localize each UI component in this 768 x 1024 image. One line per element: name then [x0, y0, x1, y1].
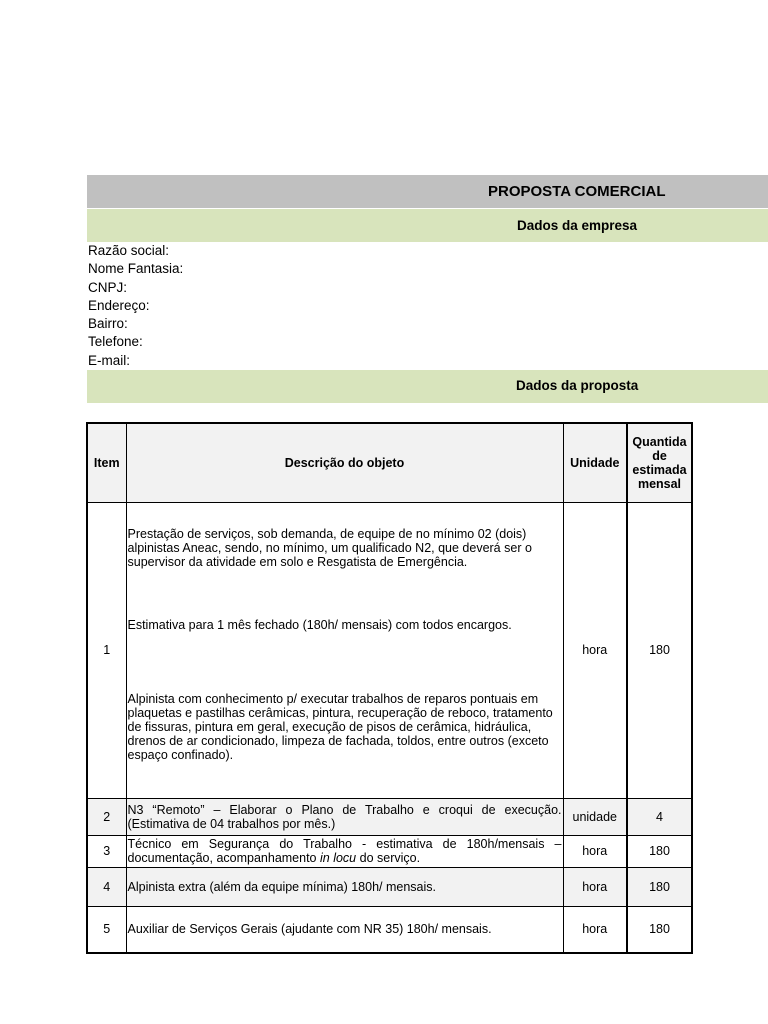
field-razao-social: Razão social:	[88, 243, 170, 258]
header-unidade: Unidade	[563, 423, 627, 502]
table-row	[87, 798, 692, 835]
section-title-empresa: Dados da empresa	[517, 218, 638, 233]
cell-descricao	[126, 835, 563, 867]
cell-quantidade: 180	[627, 502, 692, 798]
section-header-proposta	[87, 370, 768, 403]
table-row	[87, 502, 692, 798]
table-header-row	[87, 423, 692, 502]
table-row	[87, 867, 692, 906]
cell-unidade: hora	[563, 906, 627, 953]
cell-item: 2	[87, 798, 126, 835]
cell-item: 3	[87, 835, 126, 867]
cell-item: 1	[87, 502, 126, 798]
header-item: Item	[87, 423, 126, 502]
cell-unidade: hora	[563, 502, 627, 798]
cell-descricao: N3 “Remoto” – Elaborar o Plano de Trabalho e croqui de execução. (Estimativa de 04 trabalhos por mês.)	[126, 798, 563, 835]
desc-text: do serviço.	[356, 851, 421, 865]
header-descricao: Descrição do objeto	[126, 423, 563, 502]
cell-item: 4	[87, 867, 126, 906]
title-band	[87, 175, 768, 208]
cell-descricao: Auxiliar de Serviços Gerais (ajudante com NR 35) 180h/ mensais.	[126, 906, 563, 953]
field-telefone: Telefone:	[88, 334, 143, 350]
field-email: E-mail:	[88, 352, 131, 368]
desc-paragraph: Estimativa para 1 mês fechado (180h/ mensais) com todos encargos.	[127, 617, 512, 632]
section-header-empresa	[87, 209, 768, 242]
company-fields	[88, 242, 183, 370]
proposal-table	[86, 422, 693, 954]
field-cnpj: CNPJ:	[88, 279, 128, 295]
page-title: PROPOSTA COMERCIAL	[488, 183, 666, 200]
cell-quantidade: 180	[627, 835, 692, 867]
cell-descricao	[126, 502, 563, 798]
cell-item: 5	[87, 906, 126, 953]
desc-text: Técnico em Segurança do Trabalho - estimativa de 180h/mensais – documentação, acompanhamento	[127, 837, 562, 865]
desc-paragraph: Prestação de serviços, sob demanda, de equipe de no mínimo 02 (dois) alpinistas Aneac, sendo, no mínimo, um qualificado N2, que deverá ser o supervisor da atividade em solo e Resgatista de Emergência.	[127, 526, 532, 569]
table-row	[87, 835, 692, 867]
header-quantidade: Quantida de estimada mensal	[627, 423, 692, 502]
cell-quantidade: 4	[627, 798, 692, 835]
cell-unidade: hora	[563, 867, 627, 906]
cell-unidade: hora	[563, 835, 627, 867]
desc-italic-text: in locu	[320, 851, 357, 865]
cell-descricao: Alpinista extra (além da equipe mínima) 180h/ mensais.	[126, 867, 563, 906]
field-bairro: Bairro:	[88, 316, 128, 332]
cell-quantidade: 180	[627, 906, 692, 953]
desc-paragraph: Alpinista com conhecimento p/ executar trabalhos de reparos pontuais em plaquetas e pastilhas cerâmicas, pintura, recuperação de reboco, tratamento de fissuras, pintura em geral, execução de pisos de cerâmica, hidráulica, drenos de ar condicionado, limpeza de fachada, toldos, entre outros (exceto espaço confinado).	[127, 691, 553, 762]
section-title-proposta: Dados da proposta	[516, 378, 639, 393]
cell-unidade: unidade	[563, 798, 627, 835]
cell-quantidade: 180	[627, 867, 692, 906]
field-endereco: Endereço:	[88, 297, 150, 313]
field-nome-fantasia: Nome Fantasia:	[88, 261, 184, 277]
table-row	[87, 906, 692, 953]
